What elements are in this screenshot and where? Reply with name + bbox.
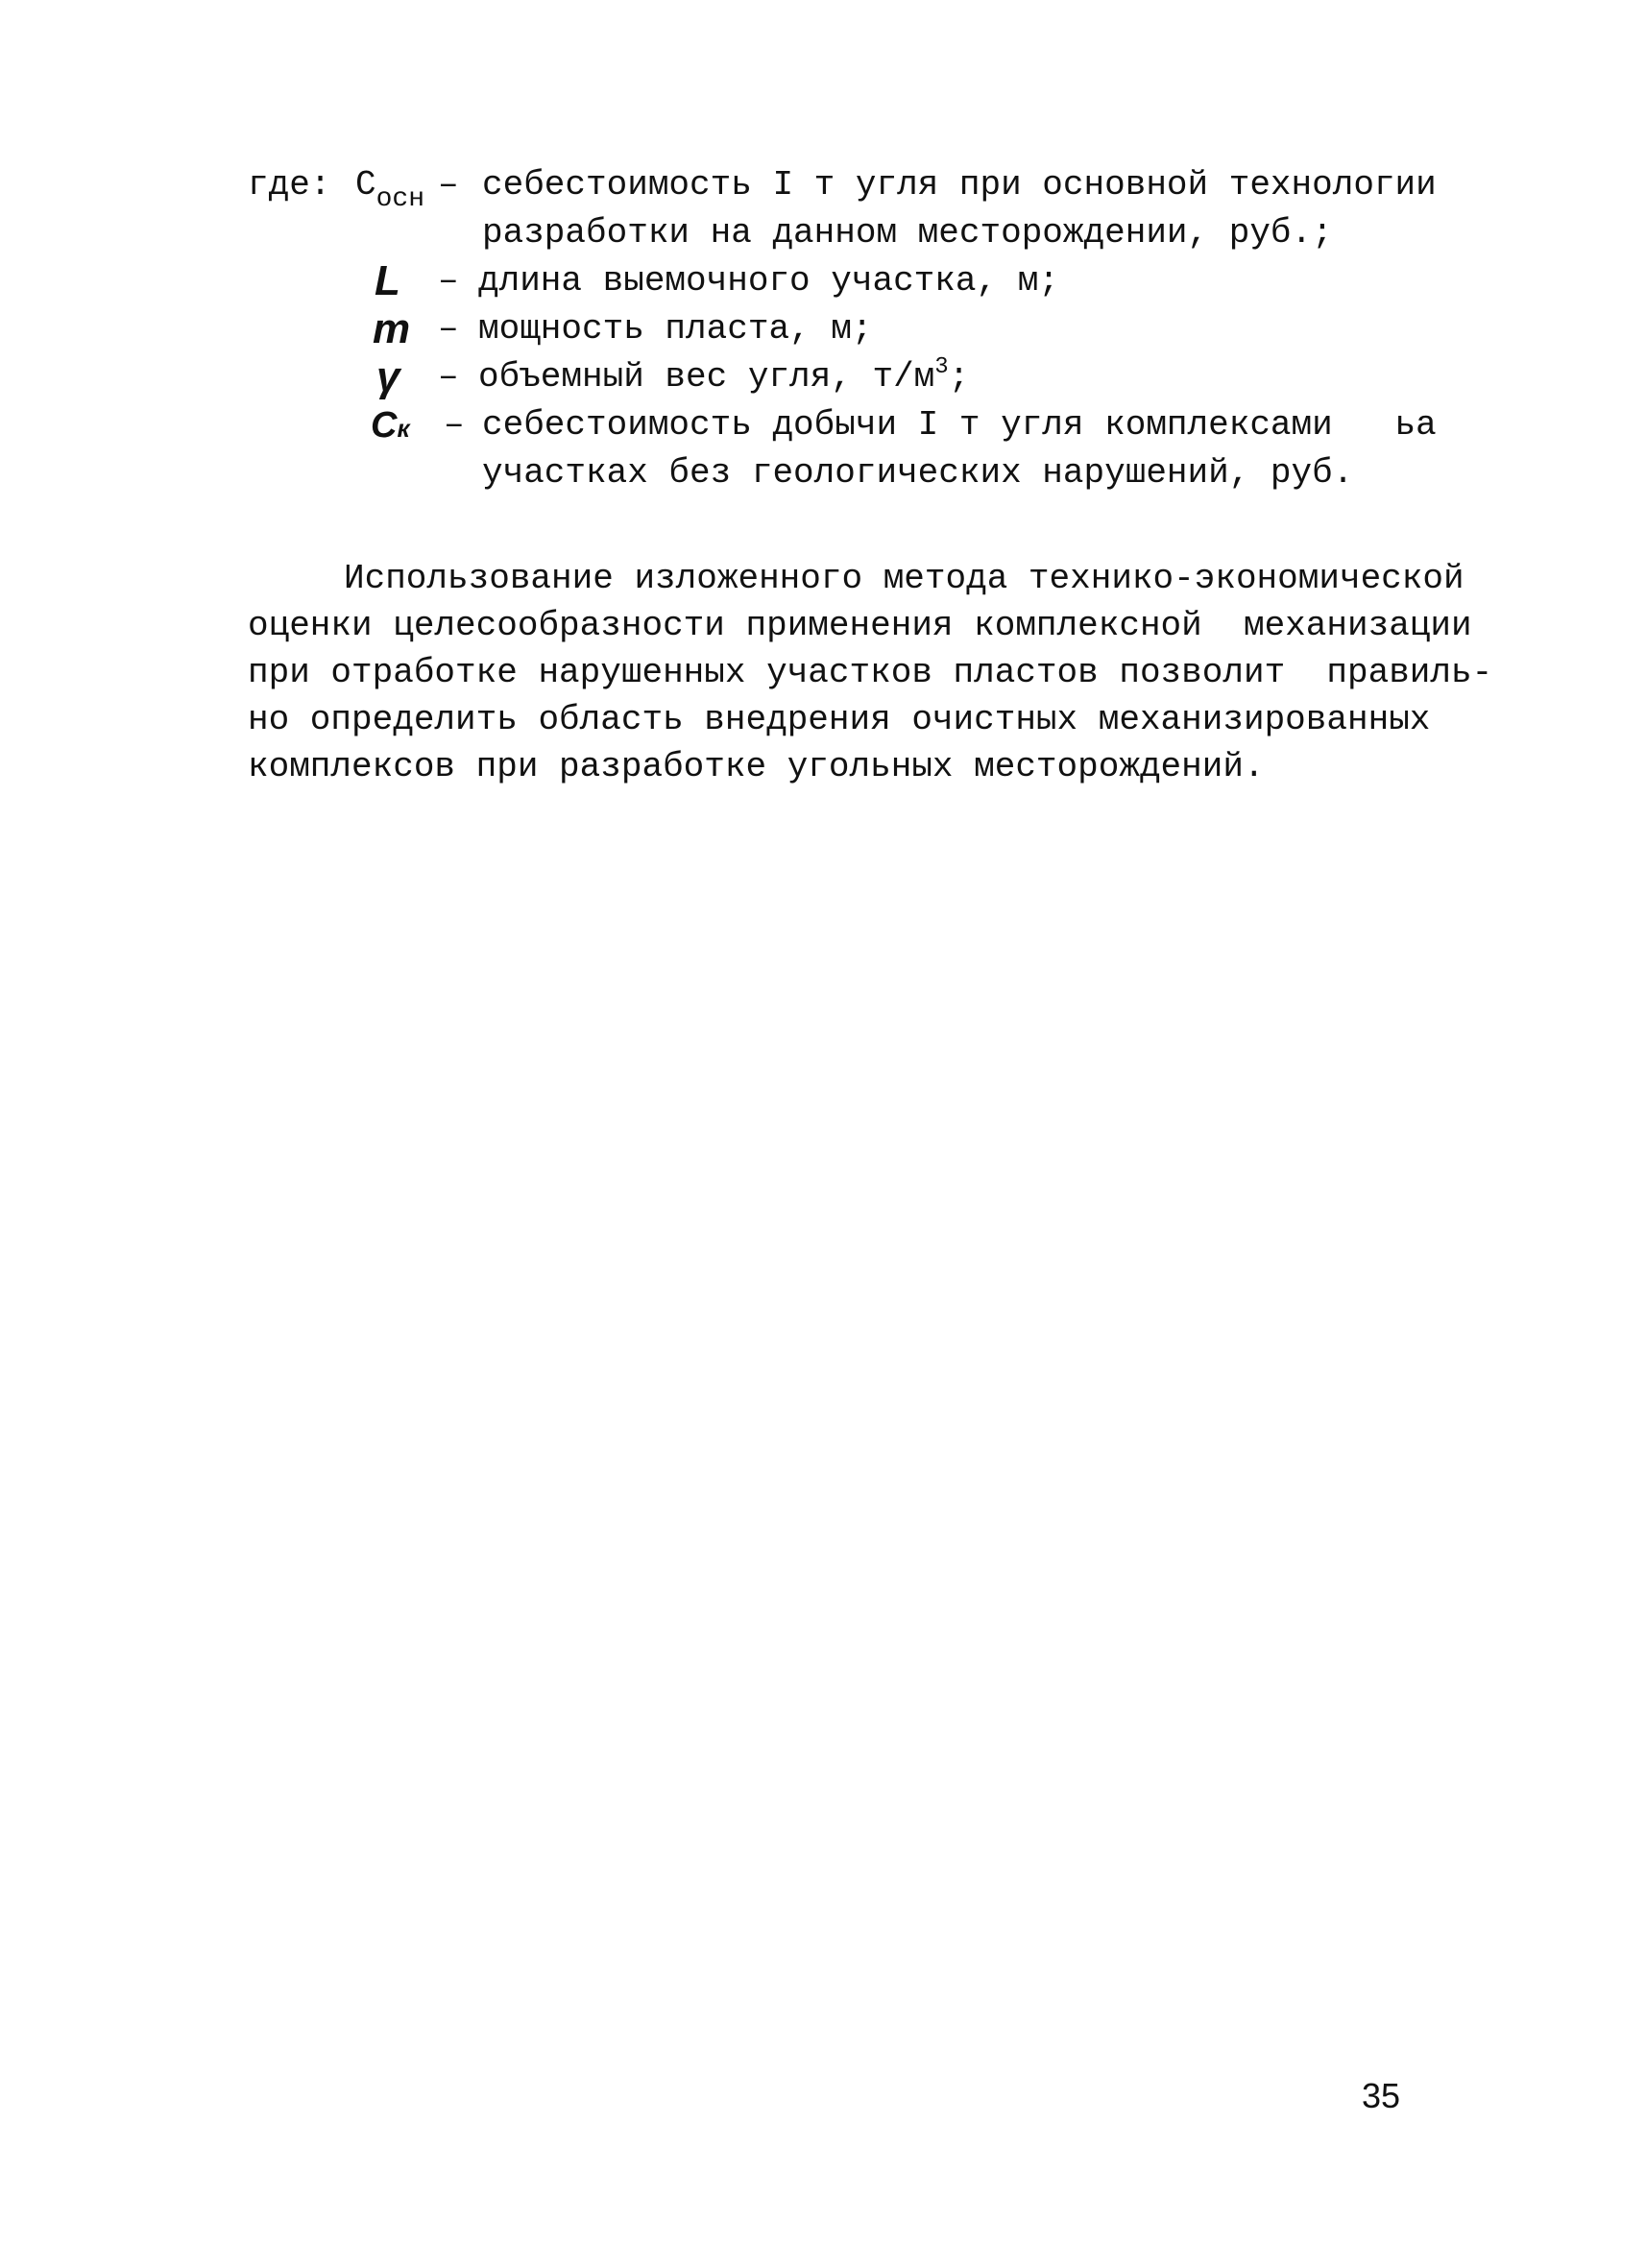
symbol-c-k (371, 401, 410, 449)
definition-dash: – (438, 165, 459, 205)
symbol-gamma: γ (376, 353, 400, 400)
definition-text: себестоимость I т угля при основной технологии (482, 165, 1437, 205)
definition-text: мощность пласта, м; (478, 309, 873, 349)
symbol-main: C (371, 405, 398, 446)
definition-lead: где: (248, 165, 331, 205)
definition-dash: – (438, 261, 459, 301)
symbol-subscript: к (397, 414, 410, 443)
symbol-m: m (373, 305, 411, 352)
definition-row-length (248, 257, 1429, 305)
definition-row-density (248, 353, 1429, 401)
definition-row-cost-main-continued (248, 209, 1429, 257)
definition-text-continued: участках без геологических нарушений, руб. (482, 453, 1354, 493)
definition-dash: – (438, 357, 459, 397)
definition-dash: – (444, 405, 465, 445)
definitions-list (248, 161, 1437, 497)
definition-dash: – (438, 309, 459, 349)
definition-text (478, 353, 969, 405)
paragraph-line: комплексов при разработке угольных месторождений. (248, 747, 1265, 786)
symbol-l: L (375, 257, 400, 304)
superscript: 3 (934, 354, 949, 380)
definition-suffix: ; (948, 357, 970, 397)
definition-text: длина выемочного участка, м; (478, 261, 1059, 301)
paragraph-line: оценки целесообразности применения комплексной механизации (248, 606, 1472, 645)
symbol-c-osn (355, 161, 425, 214)
paragraph-line: Использование изложенного метода технико-экономической (344, 559, 1464, 598)
definition-text: себестоимость добычи I т угля комплексами ьа (482, 405, 1437, 445)
symbol-subscript: осн (375, 184, 425, 214)
definition-row-cost-main (248, 161, 1437, 214)
body-paragraph (248, 555, 1493, 790)
paragraph-line: при отработке нарушенных участков пластов позволит правиль- (248, 653, 1493, 692)
definition-row-thickness (248, 305, 1429, 353)
paragraph-line: но определить область внедрения очистных механизированных (248, 700, 1431, 739)
definition-row-cost-complex-continued (248, 449, 1429, 497)
definition-text-continued: разработки на данном месторождении, руб.; (482, 213, 1333, 253)
symbol-main: C (355, 165, 376, 205)
definition-row-cost-complex (248, 401, 1437, 449)
page-number: 35 (1362, 2076, 1401, 2115)
definition-text-main: объемный вес угля, т/м (478, 357, 935, 397)
